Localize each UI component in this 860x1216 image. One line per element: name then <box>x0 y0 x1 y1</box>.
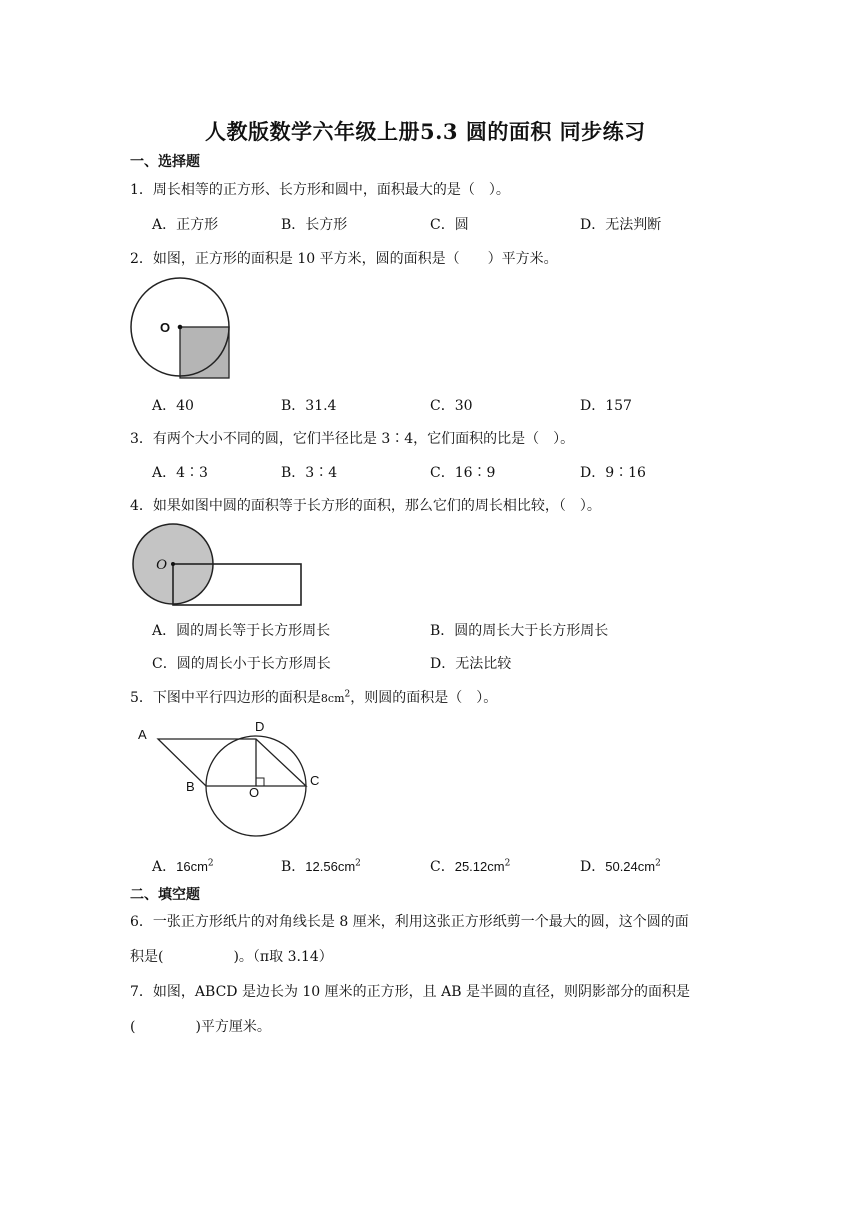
q2-option-a[interactable]: A．40 <box>152 398 194 414</box>
q5-parallelogram <box>158 739 306 786</box>
q5-label-c: C <box>310 773 320 788</box>
q3-option-b[interactable]: B．3∶4 <box>281 465 338 481</box>
q3-option-d[interactable]: D．9∶16 <box>580 465 646 481</box>
q7-line2-after: )平方厘米。 <box>195 1019 271 1035</box>
q4-center-dot <box>171 562 175 566</box>
q2-option-d[interactable]: D．157 <box>580 398 632 414</box>
question-7-line2 <box>130 1016 271 1036</box>
q5-label-d: D <box>255 719 265 734</box>
q4-option-c[interactable]: C．圆的周长小于长方形周长 <box>152 656 331 672</box>
page-title: 人教版数学六年级上册5.3 圆的面积 同步练习 <box>205 119 646 144</box>
q4-option-d[interactable]: D．无法比较 <box>430 656 512 672</box>
q5-option-c[interactable]: C．$25.12cm^2$ <box>430 858 511 875</box>
q2-option-c[interactable]: C．30 <box>430 398 473 414</box>
q2-center-label: O <box>160 320 171 335</box>
q1-option-c[interactable]: C．圆 <box>430 217 469 233</box>
q1-option-b[interactable]: B．长方形 <box>281 217 348 233</box>
section-heading-choice: 一、选择题 <box>130 154 200 170</box>
question-1-stem: 1．周长相等的正方形、长方形和圆中，面积最大的是（ ）。 <box>130 182 510 198</box>
q5-label-b: B <box>186 779 195 794</box>
question-6-line1: 6．一张正方形纸片的对角线长是 8 厘米，利用这张正方形纸剪一个最大的圆，这个圆的面 <box>130 914 689 930</box>
q3-option-c[interactable]: C．16∶9 <box>430 465 496 481</box>
q3-option-a[interactable]: A．4∶3 <box>152 465 208 481</box>
q5-stem-sup: 2 <box>344 689 351 700</box>
q1-option-a[interactable]: A．正方形 <box>152 217 219 233</box>
section-heading-fill: 二、填空题 <box>130 887 200 903</box>
q4-option-a[interactable]: A．圆的周长等于长方形周长 <box>152 623 331 639</box>
q5-option-d[interactable]: D．$50.24cm^2$ <box>580 858 661 875</box>
q5-option-a[interactable]: A．$16cm^2$ <box>152 858 214 875</box>
q4-option-b[interactable]: B．圆的周长大于长方形周长 <box>430 623 609 639</box>
q6-line2-after: )。（π取 3.14） <box>233 949 333 965</box>
q1-option-d[interactable]: D．无法判断 <box>580 217 662 233</box>
q2-center-dot <box>178 325 183 330</box>
q5-stem-unit: 8cm <box>320 692 345 705</box>
q6-line2-before: 积是( <box>130 949 164 965</box>
q5-stem-text: 5．下图中平行四边形的面积是 <box>130 690 321 706</box>
q2-option-b[interactable]: B．31.4 <box>281 398 337 414</box>
question-6-line2 <box>130 946 333 966</box>
q5-parallelogram-circle-figure <box>130 712 330 847</box>
q4-center-label: O <box>156 557 167 573</box>
q4-circle-rectangle-figure <box>128 522 308 612</box>
question-2-stem: 2．如图，正方形的面积是 10 平方米，圆的面积是（ ）平方米。 <box>130 251 558 267</box>
q5-option-b[interactable]: B．$12.56cm^2$ <box>281 858 361 875</box>
q2-circle-square-figure <box>126 274 236 384</box>
q5-label-o: O <box>249 785 260 800</box>
question-5-stem <box>130 687 497 707</box>
q7-line2-before: ( <box>130 1019 136 1035</box>
question-4-stem: 4．如果如图中圆的面积等于长方形的面积，那么它们的周长相比较，（ ）。 <box>130 498 601 514</box>
question-3-stem: 3．有两个大小不同的圆，它们半径比是 3∶4，它们面积的比是（ ）。 <box>130 431 575 447</box>
q5-stem-tail: ，则圆的面积是（ ）。 <box>350 690 498 706</box>
question-7-line1: 7．如图，ABCD 是边长为 10 厘米的正方形，且 AB 是半圆的直径，则阴影部分的面积是 <box>130 984 690 1000</box>
q5-label-a: A <box>138 727 147 742</box>
